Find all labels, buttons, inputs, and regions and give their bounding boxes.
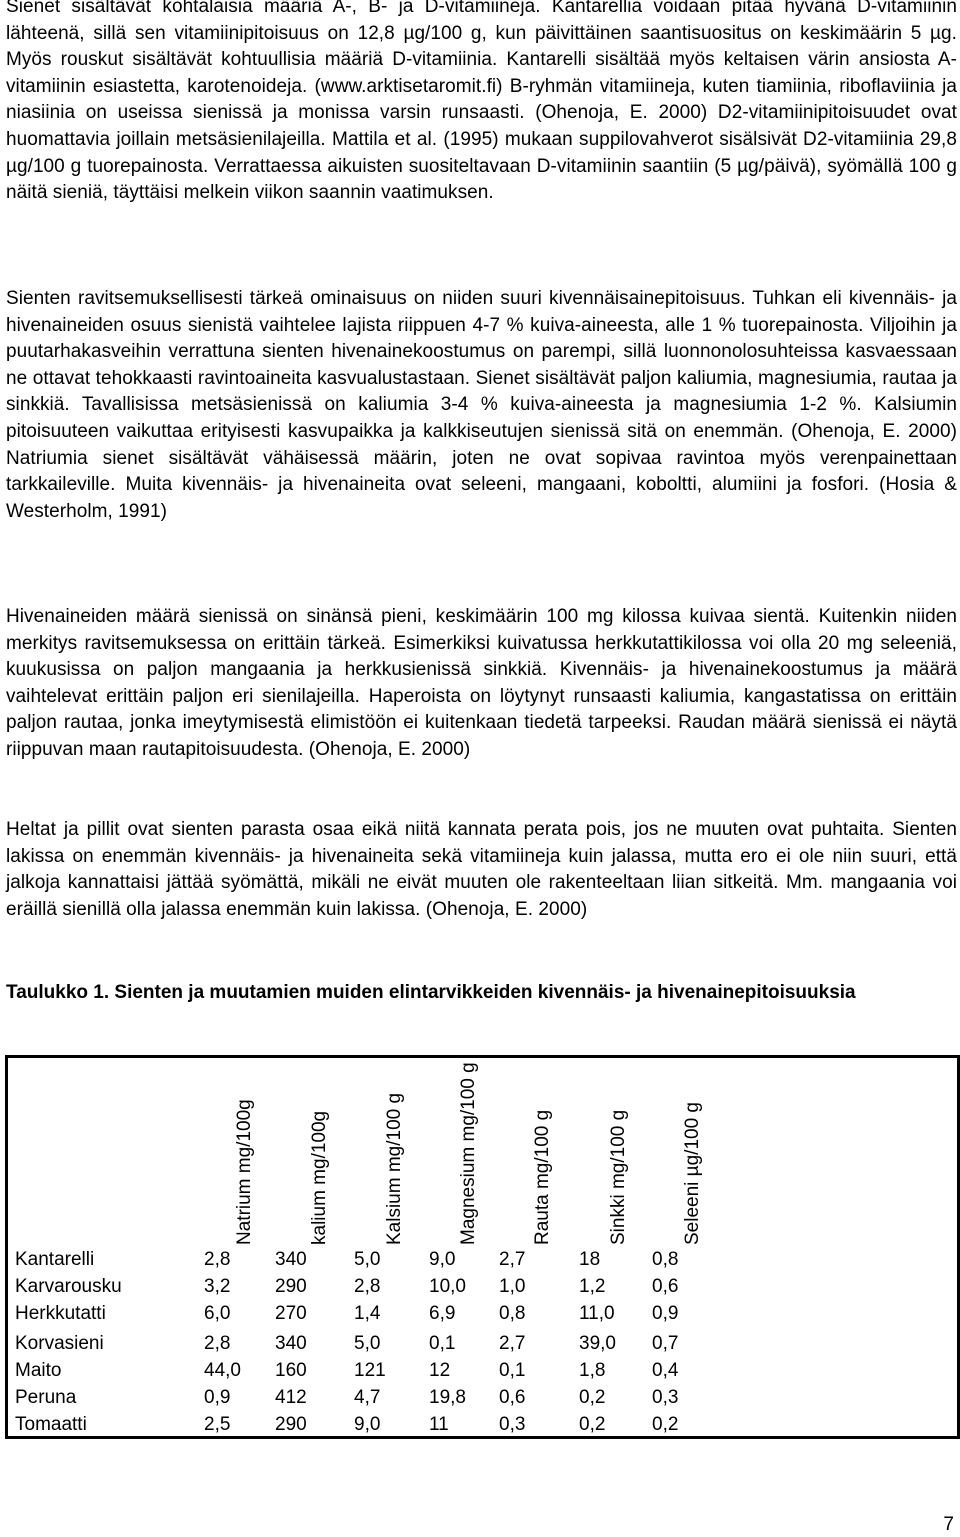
table-cell: 0,1 [499,1360,526,1381]
table-cell: 39,0 [579,1333,616,1354]
table-cell: 0,2 [579,1387,606,1408]
table-cell: 10,0 [429,1276,466,1297]
table-cell: 0,2 [579,1414,606,1435]
row-label: Korvasieni [15,1333,104,1354]
table-row [15,1301,945,1327]
table-cell: 2,8 [354,1276,381,1297]
row-label: Peruna [15,1387,77,1408]
row-label: Herkkutatti [15,1303,106,1324]
row-label: Maito [15,1360,62,1381]
table-cell: 1,0 [499,1276,526,1297]
column-header-label: Seleeni µg/100 g [682,1101,703,1245]
table-cell: 290 [275,1414,307,1435]
table-row [15,1358,945,1384]
column-header-label: Rauta mg/100 g [532,1109,553,1245]
table-cell: 121 [354,1360,386,1381]
table-cell: 290 [275,1276,307,1297]
row-label: Kantarelli [15,1249,95,1270]
paragraph-trace-elements: Hivenaineiden määrä sienissä on sinänsä pieni, keskimäärin 100 mg kilossa kuivaa sientä. Kuitenkin niiden merkitys ravitsemuksessa on erittäin tärkeä. Esimerkiksi kuivatussa herkkutattikilossa voi olla 20 mg seleeniä, kuukusissa on paljon mangaania ja herkkusienissä sinkkiä. Kivennäis- ja hivenainekoostumus ja määrä vaihtelevat erittäin paljon eri sienilajeilla. Haperoista on löytynyt runsaasti kaliumia, kangastatissa on erittäin paljon rautaa, jonka imeytymisestä elimistöön ei kuitenkaan tiedetä tarpeeksi. Raudan määrä sienissä ei näytä riippuvan maan rautapitoisuudesta. (Ohenoja, E. 2000) [6,606,957,760]
column-header-label: Natrium mg/100g [234,1099,255,1245]
table-cell: 2,5 [204,1414,231,1435]
table-cell: 0,6 [652,1276,679,1297]
table-cell: 0,1 [429,1333,456,1354]
table-cell: 0,6 [499,1387,526,1408]
table-cell: 0,7 [652,1333,679,1354]
table-cell: 2,8 [204,1333,231,1354]
table-cell: 270 [275,1303,307,1324]
table-cell: 160 [275,1360,307,1381]
column-header-label: kalium mg/100g [309,1110,330,1245]
page-number: 7 [943,1514,954,1535]
table-row [15,1331,945,1357]
table-cell: 4,7 [354,1387,381,1408]
column-header [279,1055,335,1245]
table-cell: 2,8 [204,1249,231,1270]
row-label: Karvarousku [15,1276,122,1297]
table-cell: 11 [429,1414,449,1435]
table-cell: 6,9 [429,1303,456,1324]
table-cell: 0,8 [652,1249,679,1270]
table-cell: 0,3 [499,1414,526,1435]
table-cell: 9,0 [354,1414,381,1435]
table-cell: 3,2 [204,1276,231,1297]
column-header [578,1055,634,1245]
column-header-label: Sinkki mg/100 g [608,1109,629,1245]
table-cell: 1,8 [579,1360,606,1381]
column-header-label: Magnesium mg/100 g [458,1062,479,1245]
table-cell: 9,0 [429,1249,456,1270]
table-row [15,1412,945,1438]
table-cell: 2,7 [499,1249,526,1270]
column-header [502,1055,558,1245]
paragraph-gills-and-caps: Heltat ja pillit ovat sienten parasta osaa eikä niitä kannata perata pois, jos ne muuten ovat puhtaita. Sienten lakissa on enemmän kivennäis- ja hivenaineita sekä vitamiineja kuin jalassa, mutta ero ei ole niin suuri, että jalkoja kannattaisi jättää syömättä, mikäli ne eivät muuten ole rakenteeltaan liian sitkeitä. Mm. mangaania voi eräillä sienillä olla jalassa enemmän kuin lakissa. (Ohenoja, E. 2000) [6,819,957,920]
table-cell: 0,9 [652,1303,679,1324]
table-cell: 0,4 [652,1360,679,1381]
table-cell: 340 [275,1333,307,1354]
table-cell: 18 [579,1249,601,1270]
table-cell: 340 [275,1249,307,1270]
column-header [354,1055,410,1245]
table-cell: 0,9 [204,1387,231,1408]
table-cell: 1,2 [579,1276,606,1297]
table-cell: 12 [429,1360,451,1381]
table-cell: 19,8 [429,1387,466,1408]
table-cell: 6,0 [204,1303,231,1324]
table-row [15,1385,945,1411]
row-label: Tomaatti [15,1414,87,1435]
paragraph-vitamins: Sienet sisältävät kohtalaisia määriä A-, B- ja D-vitamiineja. Kantarellia voidaan pitää hyvänä D-vitamiinin lähteenä, sillä sen vitamiinipitoisuus on 12,8 µg/100 g, kun päivittäinen saantisuositus on keskimäärin 5 µg. Myös rouskut sisältävät kohtuullisia määriä D-vitamiinia. Kantarelli sisältää myös keltaisen värin ansiosta A-vitamiinin esiastetta, karotenoideja. (www.arktisetaromit.fi) B-ryhmän vitamiineja, kuten tiamiinia, riboflaviinia ja niasiinia on useissa sienissä ja monissa varsin runsaasti. (Ohenoja, E. 2000) D2-vitamiinipitoisuudet ovat huomattavia joillain metsäsienilajeilla. Mattila et al. (1995) mukaan suppilovahverot sisälsivät D2-vitamiinia 29,8 µg/100 g tuorepainosta. Verrattaessa aikuisten suositeltavaan D-vitamiinin saantiin (5 µg/päivä), syömällä 100 g näitä sieniä, täyttäisi melkein viikon saannin vaatimuksen. [6,0,957,204]
table-row [15,1274,945,1300]
column-header [428,1055,484,1245]
table-cell: 0,2 [652,1414,679,1435]
table-cell: 0,3 [652,1387,679,1408]
table-cell: 5,0 [354,1249,381,1270]
table-cell: 5,0 [354,1333,381,1354]
table-cell: 44,0 [204,1360,241,1381]
table-row [15,1247,945,1273]
table-cell: 1,4 [354,1303,381,1324]
column-header [652,1055,708,1245]
table-cell: 0,8 [499,1303,526,1324]
table-cell: 412 [275,1387,307,1408]
column-header [204,1055,260,1245]
mineral-content-table [5,1055,960,1439]
column-header-label: Kalsium mg/100 g [384,1092,405,1245]
table-cell: 11,0 [579,1303,615,1324]
paragraph-minerals: Sienten ravitsemuksellisesti tärkeä ominaisuus on niiden suuri kivennäisainepitoisuus. Tuhkan eli kivennäis- ja hivenaineiden osuus sienistä vaihtelee lajista riippuen 4-7 % kuiva-aineesta, alle 1 % tuorepainosta. Viljoihin ja puutarhakasveihin verrattuna sienten hivenainekoostumus on parempi, sillä luonnonolosuhteissa kasvaessaan ne ottavat tehokkaasti ravintoaineita kasvualustastaan. Sienet sisältävät paljon kaliumia, magnesiumia, rautaa ja sinkkiä. Tavallisissa metsäsienissä on kaliumia 3-4 % kuiva-aineesta ja magnesiumia 1-2 %. Kalsiumin pitoisuuteen vaikuttaa erityisesti kasvupaikka ja kalkkiseutujen sienissä sitä on enemmän. (Ohenoja, E. 2000) Natriumia sienet sisältävät vähäisessä määrin, joten ne ovat sopivaa ravintoa myös verenpainettaan tarkkaileville. Muita kivennäis- ja hivenaineita ovat seleeni, mangaani, koboltti, alumiini ja fosfori. (Hosia & Westerholm, 1991) [6,288,957,522]
table-cell: 2,7 [499,1333,526,1354]
table-caption: Taulukko 1. Sienten ja muutamien muiden elintarvikkeiden kivennäis- ja hivenainepitoisuuksia [6,982,856,1003]
